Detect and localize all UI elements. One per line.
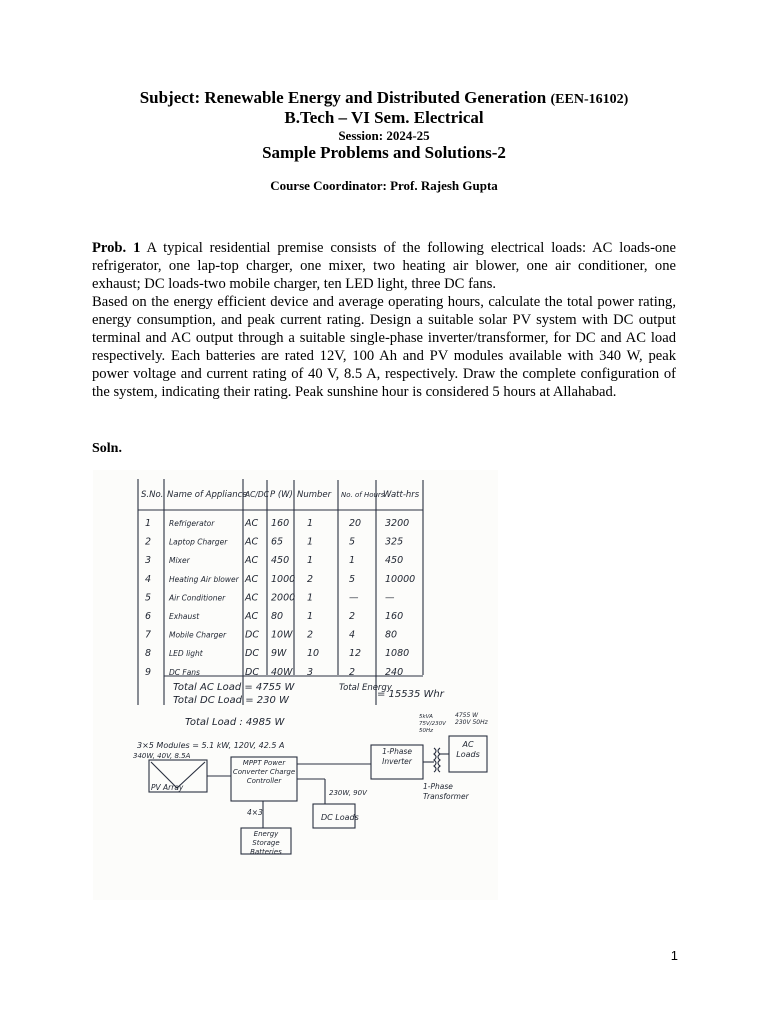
table-cell: 5 xyxy=(349,536,356,548)
table-cell: 40W xyxy=(271,666,293,678)
table-cell: Exhaust xyxy=(169,612,200,621)
table-cell: 20 xyxy=(349,518,362,529)
subject-title: Subject: Renewable Energy and Distributed Generation xyxy=(139,88,547,107)
table-cell: 4 xyxy=(349,629,356,641)
header-hours: No. of Hours xyxy=(341,491,385,499)
table-cell: Refrigerator xyxy=(169,519,215,528)
handwritten-solution-figure xyxy=(93,470,498,900)
table-cell: AC xyxy=(245,536,259,548)
table-cell: 3 xyxy=(145,555,152,567)
table-cell: Laptop Charger xyxy=(169,537,228,547)
table-cell: AC xyxy=(245,555,259,567)
table-cell: 1 xyxy=(145,518,152,529)
table-cell: 80 xyxy=(271,611,284,622)
batteries-label: Energy Storage Batteries xyxy=(250,830,282,854)
table-cell: 450 xyxy=(271,555,290,567)
header-number: Number xyxy=(297,490,332,500)
table-cell: DC Fans xyxy=(169,667,200,677)
course-coordinator: Course Coordinator: Prof. Rajesh Gupta xyxy=(270,178,498,193)
table-cell: 3 xyxy=(307,666,314,678)
table-cell: 1 xyxy=(307,555,314,567)
pv-modules-label: 3×5 Modules = 5.1 kW, 120V, 42.5 A xyxy=(137,741,285,750)
header-watt-hrs: Watt-hrs xyxy=(383,490,420,500)
ac-loads-label: AC Loads xyxy=(456,740,480,759)
table-cell: DC xyxy=(245,629,259,641)
table-cell: 2 xyxy=(349,666,356,678)
table-cell: 160 xyxy=(385,611,404,622)
problem-statement xyxy=(92,239,676,401)
problem-label: Prob. 1 xyxy=(92,240,141,256)
pv-module-rating: 340W, 40V, 8.5A xyxy=(133,752,191,760)
program-heading: B.Tech – VI Sem. Electrical xyxy=(284,108,484,127)
table-cell: Mobile Charger xyxy=(169,630,227,640)
table-cell: 4 xyxy=(145,573,152,585)
table-headers xyxy=(141,490,420,500)
problem-paragraph-2: Based on the energy efficient device and average operating hours, calculate the total power rating, energy consumption, and peak current rating. Design a suitable solar PV system with DC output terminal and AC output through a suitable single-phase inverter/transformer, for DC and AC load respectively. Each batteries are rated 12V, 100 Ah and PV modules available with 340 W, peak power voltage and current rating of 40 V, 8.5 A, respectively. Draw the complete configuration of the system, indicating their rating. Peak sunshine hour is considered 5 hours at Allahabad. xyxy=(92,294,676,400)
table-cell: 80 xyxy=(385,629,398,641)
table-cell: AC xyxy=(245,592,259,604)
table-cell: 6 xyxy=(145,611,152,622)
header-appliance: Name of Appliance xyxy=(167,490,248,500)
header-power: P (W) xyxy=(270,490,293,500)
table-cell: 10000 xyxy=(385,573,416,585)
transformer-label: 1-Phase Transformer xyxy=(423,782,469,801)
table-cell: 2 xyxy=(307,573,314,585)
problem-paragraph-1 xyxy=(92,239,676,293)
table-cell: 10 xyxy=(307,648,320,660)
dc-loads-label: DC Loads xyxy=(321,813,359,822)
table-cell: 1000 xyxy=(271,573,296,585)
table-cell: 5 xyxy=(349,573,356,585)
table-cell: 2000 xyxy=(271,592,296,604)
total-load: Total Load : 4985 W xyxy=(185,717,285,728)
table-cell: 9 xyxy=(145,666,152,678)
table-cell: AC xyxy=(245,518,259,529)
table-cell: DC xyxy=(245,648,259,660)
table-cell: 325 xyxy=(385,536,404,548)
table-cell: AC xyxy=(245,611,259,622)
table-cell: — xyxy=(349,592,359,604)
table-cell: 2 xyxy=(145,536,152,548)
total-energy-label: Total Energy xyxy=(339,683,392,693)
total-dc-load: Total DC Load = 230 W xyxy=(173,695,289,706)
table-cell: 7 xyxy=(145,629,152,641)
table-cell: 1080 xyxy=(385,648,410,660)
table-cell: 9W xyxy=(271,648,287,660)
table-cell: 12 xyxy=(349,648,362,660)
table-cell: 1 xyxy=(349,555,356,567)
total-ac-load: Total AC Load = 4755 W xyxy=(173,682,295,693)
subject-heading xyxy=(0,88,768,108)
problem-text-1: A typical residential premise consists of the following electrical loads: AC loads-one refrigerator, one lap-top charger, one mixer, two heating air blower, one air conditioner, one exhaust; DC loads-two mobile charger, ten LED light, three DC fans. xyxy=(92,240,677,292)
table-cell: Heating Air blower xyxy=(169,574,239,584)
table-cell: 1 xyxy=(307,536,314,548)
header-acdc: AC/DC xyxy=(245,490,269,499)
table-cell: LED light xyxy=(169,649,203,659)
session-heading: Session: 2024-25 xyxy=(338,128,430,143)
course-code: (EEN-16102) xyxy=(550,92,629,107)
table-cell: 3200 xyxy=(385,518,410,529)
transformer-rating: 5kVA 75V/230V 50Hz xyxy=(419,714,446,734)
table-cell: AC xyxy=(245,573,259,585)
dc-rating: 230W, 90V xyxy=(329,789,367,797)
page-number: 1 xyxy=(670,948,678,963)
mppt-label: MPPT Power Converter Charge Controller xyxy=(232,759,296,785)
table-cell: DC xyxy=(245,666,259,678)
inverter-label: 1-Phase Inverter xyxy=(382,747,412,766)
document-title: Sample Problems and Solutions-2 xyxy=(262,143,506,162)
battery-count: 4×3 xyxy=(247,808,263,817)
table-cell: 450 xyxy=(385,555,404,567)
table-cell: Mixer xyxy=(169,556,190,566)
table-cell: 2 xyxy=(307,629,314,641)
table-cell: 240 xyxy=(385,666,404,678)
table-cell: 1 xyxy=(307,592,314,604)
pv-array-label: PV Array xyxy=(151,783,184,792)
solution-label: Soln. xyxy=(92,441,122,456)
table-cell: 1 xyxy=(307,518,314,529)
table-cell: 65 xyxy=(271,536,284,548)
table-cell: Air Conditioner xyxy=(169,593,226,603)
table-cell: 2 xyxy=(349,611,356,622)
table-cell: 160 xyxy=(271,518,290,529)
ac-rating: 4755 W 230V 50Hz xyxy=(455,712,488,726)
total-energy-value: = 15535 Whr xyxy=(377,689,444,700)
table-cell: 8 xyxy=(145,648,152,660)
table-cell: 1 xyxy=(307,611,314,622)
table-cell: 5 xyxy=(145,592,152,604)
table-cell: — xyxy=(385,592,395,604)
header-sno: S.No. xyxy=(141,490,164,500)
table-cell: 10W xyxy=(271,629,293,641)
